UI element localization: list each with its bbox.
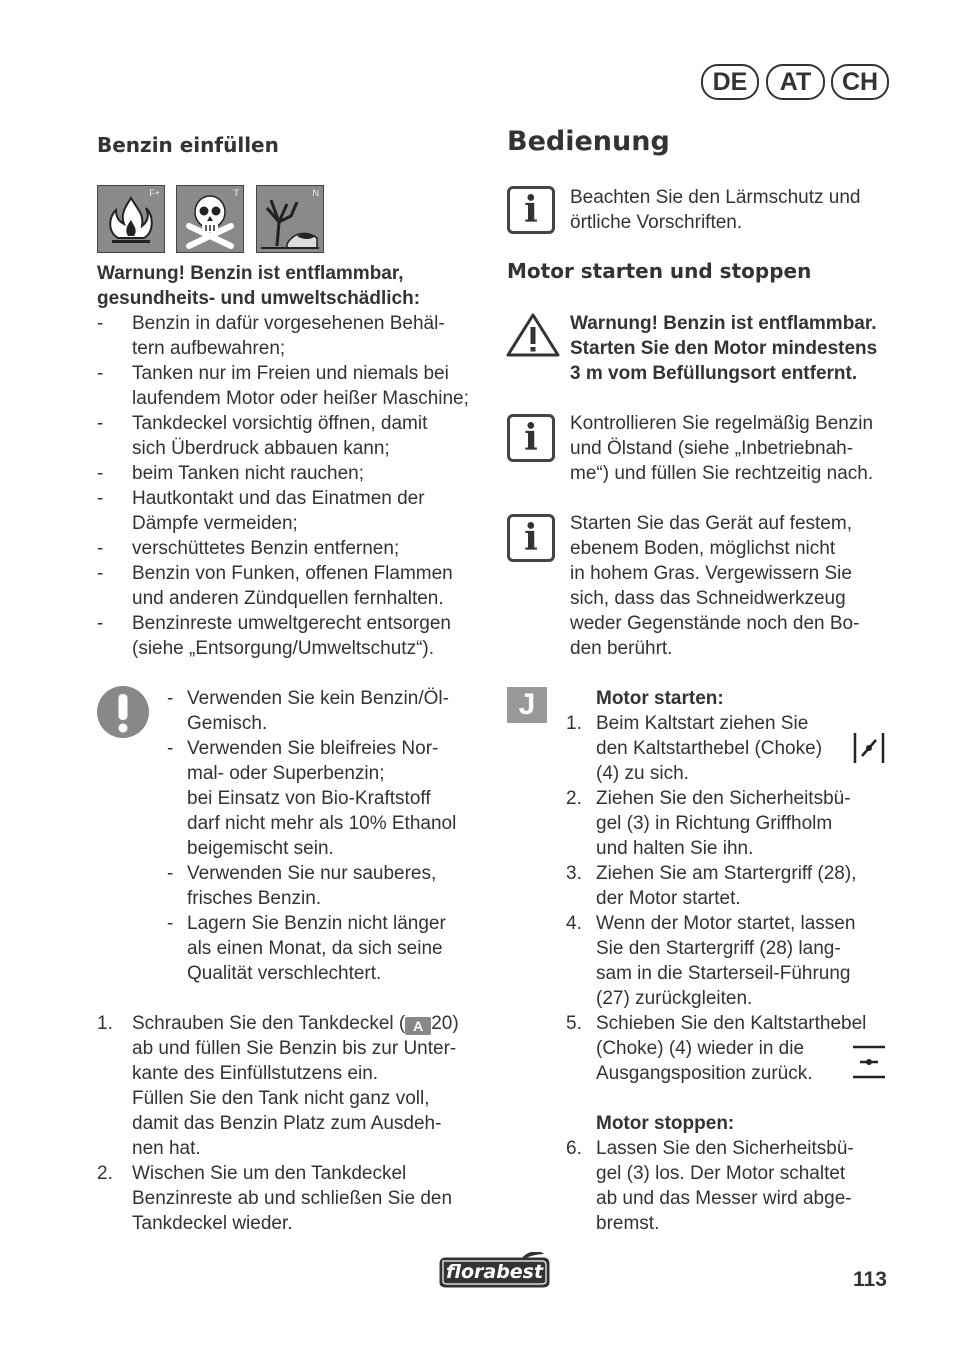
bullet-dash: - (97, 488, 104, 509)
logo-text: florabest (446, 1261, 544, 1283)
bullet-text: bei Einsatz von Bio-Kraftstoff (187, 788, 431, 809)
warning-line: gesundheits- und umweltschädlich: (97, 288, 421, 309)
bullet-text: (siehe „Entsorgung/Umweltschutz“). (132, 638, 434, 659)
bullet-text: Verwenden Sie bleifreies Nor- (187, 738, 439, 759)
bullet-text: Verwenden Sie nur sauberes, (187, 863, 437, 884)
step-text: ab und füllen Sie Benzin bis zur Unter- (132, 1038, 457, 1059)
bullet-text: Lagern Sie Benzin nicht länger (187, 913, 446, 934)
info-text: Starten Sie das Gerät auf festem, (570, 513, 852, 534)
bullet-text: Tanken nur im Freien und niemals bei (132, 363, 449, 384)
hazard-tag: N (312, 188, 319, 198)
step-number: 5. (566, 1013, 582, 1034)
warning-triangle-icon (505, 312, 561, 358)
step-text: sam in die Starterseil-Führung (596, 963, 851, 984)
step-text: den Kaltstarthebel (Choke) (596, 738, 823, 759)
figure-ref-box: J (507, 687, 547, 723)
bullet-dash: - (97, 363, 104, 384)
page-title: Bedienung (507, 126, 670, 157)
info-text: ebenem Boden, möglichst nicht (570, 538, 836, 559)
bullet-text: und anderen Zündquellen fernhalten. (132, 588, 444, 609)
info-glyph: i (524, 517, 538, 559)
hazard-tag: F+ (149, 188, 160, 198)
section-heading-motor: Motor starten und stoppen (507, 259, 812, 283)
info-glyph: i (524, 189, 538, 231)
bullet-text: Qualität verschlechtert. (187, 963, 382, 984)
lang-badge-ch: CH (831, 64, 889, 100)
step-text: kante des Einfüllstutzens ein. (132, 1063, 379, 1084)
bullet-text: frisches Benzin. (187, 888, 322, 909)
step-number: 6. (566, 1138, 582, 1159)
info-text: sich, dass das Schneidwerkzeug (570, 588, 846, 609)
step-text-part: Schrauben Sie den Tankdeckel ( (132, 1013, 406, 1034)
bullet-text: Benzinreste umweltgerecht entsorgen (132, 613, 451, 634)
info-icon (507, 414, 555, 462)
section-heading-benzin: Benzin einfüllen (97, 133, 279, 157)
step-text: gel (3) los. Der Motor schaltet (596, 1163, 846, 1184)
hazard-environment (256, 185, 324, 253)
warning-text: 3 m vom Befüllungsort entfernt. (570, 363, 858, 384)
bullet-dash: - (97, 563, 104, 584)
bullet-text: als einen Monat, da sich seine (187, 938, 443, 959)
bullet-text: tern aufbewahren; (132, 338, 286, 359)
step-number: 2. (97, 1163, 113, 1184)
warning-line: Warnung! Benzin ist entflammbar, (97, 263, 404, 284)
bullet-dash: - (167, 688, 174, 709)
bullet-text: verschüttetes Benzin entfernen; (132, 538, 400, 559)
bullet-text: sich Überdruck abbauen kann; (132, 438, 390, 459)
hazard-flammable (97, 185, 165, 253)
step-text: Wischen Sie um den Tankdeckel (132, 1163, 407, 1184)
step-text: (27) zurückgleiten. (596, 988, 753, 1009)
brand-logo (438, 1252, 551, 1288)
start-heading: Motor starten: (596, 688, 724, 709)
bullet-text: darf nicht mehr als 10% Ethanol (187, 813, 457, 834)
bullet-text: Hautkontakt und das Einatmen der (132, 488, 425, 509)
step-text: Füllen Sie den Tank nicht ganz voll, (132, 1088, 430, 1109)
step-text-part: 20) (431, 1013, 459, 1034)
step-text: Lassen Sie den Sicherheitsbü- (596, 1138, 854, 1159)
bullet-dash: - (97, 613, 104, 634)
figure-ref-box: A (405, 1017, 431, 1035)
step-text: Ziehen Sie den Sicherheitsbü- (596, 788, 851, 809)
step-text: der Motor startet. (596, 888, 741, 909)
bullet-dash: - (97, 463, 104, 484)
warning-text: Starten Sie den Motor mindestens (570, 338, 878, 359)
stop-heading: Motor stoppen: (596, 1113, 735, 1134)
bullet-text: Gemisch. (187, 713, 268, 734)
step-text: Beim Kaltstart ziehen Sie (596, 713, 809, 734)
bullet-dash: - (167, 738, 174, 759)
environment-hazard-icon (257, 186, 323, 252)
step-text: Schieben Sie den Kaltstarthebel (596, 1013, 867, 1034)
choke-closed-icon (852, 731, 886, 765)
step-text: ab und das Messer wird abge- (596, 1188, 852, 1209)
bullet-text: beigemischt sein. (187, 838, 334, 859)
step-number: 3. (566, 863, 582, 884)
bullet-text: Benzin von Funken, offenen Flammen (132, 563, 453, 584)
step-text: Benzinreste ab und schließen Sie den (132, 1188, 453, 1209)
bullet-text: Tankdeckel vorsichtig öffnen, damit (132, 413, 428, 434)
hazard-toxic (176, 185, 244, 253)
bullet-dash: - (167, 913, 174, 934)
step-text: gel (3) in Richtung Griffholm (596, 813, 833, 834)
step-number: 4. (566, 913, 582, 934)
step-text: Ausgangsposition zurück. (596, 1063, 813, 1084)
step-text: Tankdeckel wieder. (132, 1213, 293, 1234)
info-text: und Ölstand (siehe „Inbetriebnah- (570, 438, 854, 459)
bullet-text: laufendem Motor oder heißer Maschine; (132, 388, 469, 409)
step-text: nen hat. (132, 1138, 201, 1159)
choke-open-icon (852, 1044, 886, 1080)
info-icon (507, 186, 555, 234)
step-text (132, 1011, 459, 1036)
info-text: Beachten Sie den Lärmschutz und (570, 187, 861, 208)
step-number: 1. (566, 713, 582, 734)
step-text: (4) zu sich. (596, 763, 689, 784)
info-icon (507, 514, 555, 562)
step-text: bremst. (596, 1213, 660, 1234)
bullet-dash: - (97, 538, 104, 559)
flammable-icon (98, 186, 164, 252)
step-text: Sie den Startergriff (28) lang- (596, 938, 841, 959)
bullet-text: beim Tanken nicht rauchen; (132, 463, 365, 484)
exclamation-icon (96, 685, 150, 739)
step-number: 1. (97, 1013, 113, 1034)
info-text: den berührt. (570, 638, 673, 659)
warning-text: Warnung! Benzin ist entflammbar. (570, 313, 877, 334)
bullet-text: Benzin in dafür vorgesehenen Behäl- (132, 313, 445, 334)
info-text: Kontrollieren Sie regelmäßig Benzin (570, 413, 874, 434)
lang-badge-at: AT (766, 64, 825, 100)
bullet-dash: - (97, 313, 104, 334)
lang-badge-de: DE (701, 64, 759, 100)
bullet-text: Verwenden Sie kein Benzin/Öl- (187, 688, 449, 709)
bullet-text: Dämpfe vermeiden; (132, 513, 298, 534)
hazard-tag: T (233, 188, 239, 198)
info-text: me“) und füllen Sie rechtzeitig nach. (570, 463, 874, 484)
bullet-dash: - (167, 863, 174, 884)
step-text: und halten Sie ihn. (596, 838, 754, 859)
info-text: örtliche Vorschriften. (570, 212, 743, 233)
info-text: weder Gegenstände noch den Bo- (570, 613, 860, 634)
bullet-text: mal- oder Superbenzin; (187, 763, 385, 784)
info-text: in hohem Gras. Vergewissern Sie (570, 563, 852, 584)
toxic-icon (177, 186, 243, 252)
info-glyph: i (524, 417, 538, 459)
step-text: damit das Benzin Platz zum Ausdeh- (132, 1113, 442, 1134)
step-number: 2. (566, 788, 582, 809)
page-number: 113 (853, 1268, 887, 1291)
bullet-dash: - (97, 413, 104, 434)
step-text: Wenn der Motor startet, lassen (596, 913, 856, 934)
step-text: (Choke) (4) wieder in die (596, 1038, 805, 1059)
step-text: Ziehen Sie am Startergriff (28), (596, 863, 857, 884)
